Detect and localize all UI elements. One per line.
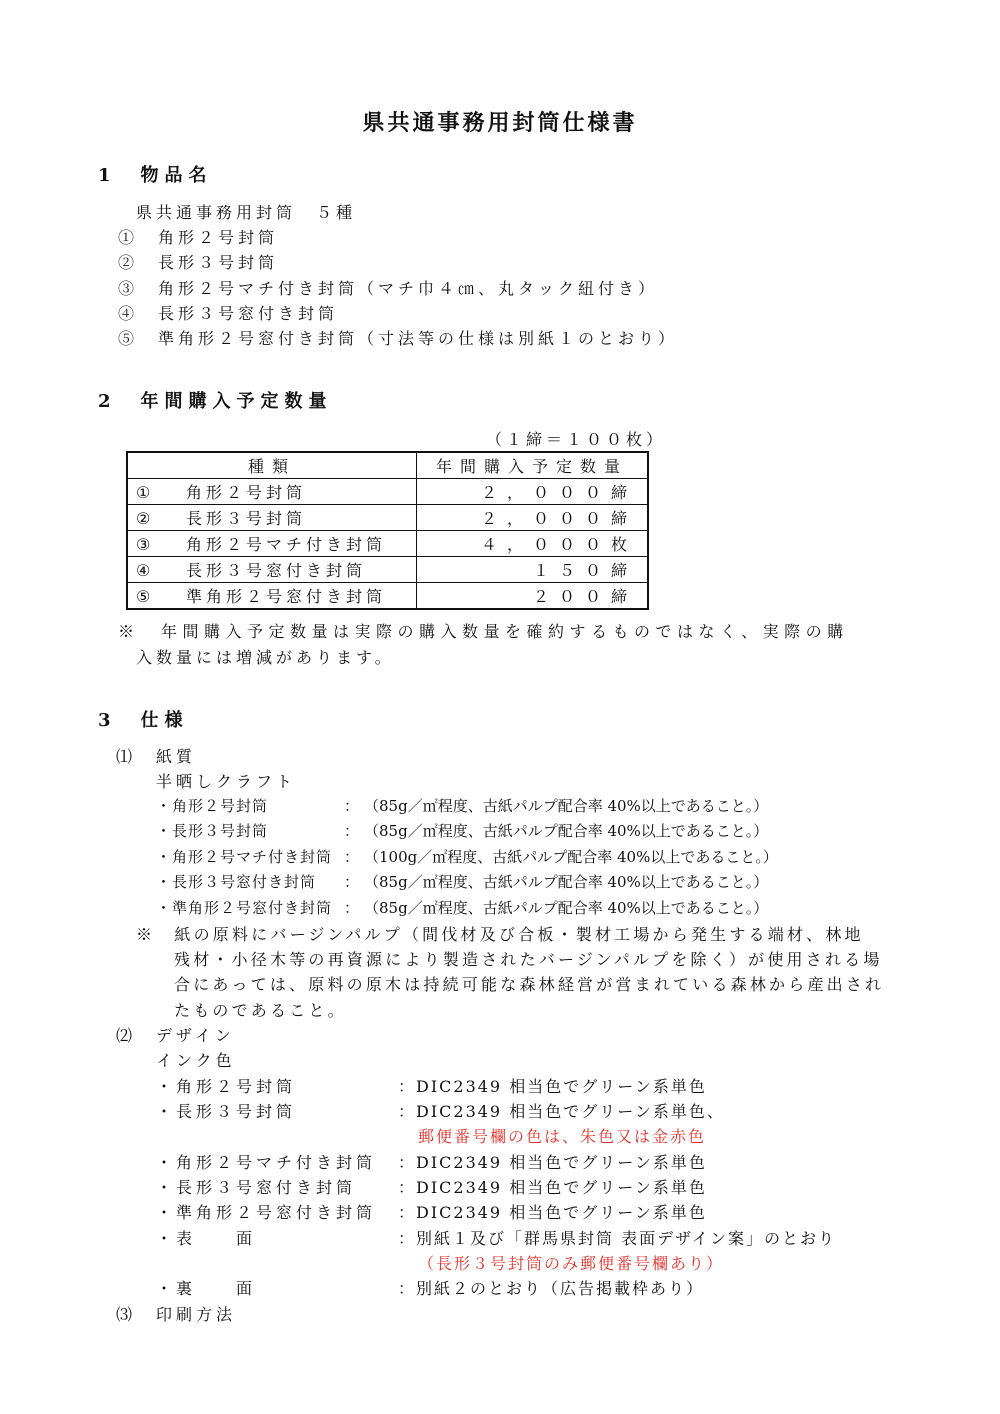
table-row — [127, 557, 648, 583]
design-row-name: ・準角形２号窓付き封筒 — [156, 1203, 377, 1222]
table-row — [127, 583, 648, 610]
design-row-value: ：別紙２のとおり（広告掲載枠あり） — [398, 1279, 705, 1298]
design-row-value: ：DIC2349 相当色でグリーン系単色 — [398, 1203, 707, 1222]
row-quantity: １５０締 — [417, 557, 649, 583]
paper-spec-name: ・角形２号マチ付き封筒 — [156, 848, 333, 866]
table-row — [127, 505, 648, 531]
paper-spec-sep: ： — [344, 797, 361, 815]
row-quantity: ４，０００枚 — [417, 531, 649, 557]
table-row — [127, 531, 648, 557]
paper-spec-sep: ： — [344, 822, 361, 840]
paper-spec-sep: ： — [344, 873, 361, 891]
design-row-name: ・長形３号窓付き封筒 — [156, 1178, 357, 1197]
header-quantity: 年間購入予定数量 — [417, 452, 649, 479]
paper-spec-name: ・長形３号封筒 — [156, 822, 269, 840]
section1-item-1: ① 角形２号封筒 — [118, 228, 279, 247]
row-name: 長形３号封筒 — [186, 509, 307, 528]
row-mark: ⑤ — [136, 587, 155, 606]
row-name: 長形３号窓付き封筒 — [186, 561, 367, 580]
postal-code-color-note: 郵便番号欄の色は、朱色又は金赤色 — [418, 1127, 707, 1146]
paper-spec-value: （85g／㎡程度、古紙パルプ配合率 40%以上であること。） — [364, 873, 769, 891]
unit-note: （１締＝１００枚） — [486, 430, 667, 449]
paper-note-line1: ※ 紙の原料にバージンパルプ（間伐材及び合板・製材工場から発生する端材、林地 — [136, 925, 864, 944]
sub3-label: ⑶ 印刷方法 — [116, 1305, 237, 1324]
paper-spec-name: ・長形３号窓付き封筒 — [156, 873, 317, 891]
document-title: 県共通事務用封筒仕様書 — [362, 110, 638, 136]
sub2-label: ⑵ デザイン — [116, 1026, 235, 1045]
section2-note-line1: ※ 年間購入予定数量は実際の購入数量を確約するものではなく、実際の購 — [118, 622, 849, 641]
paper-spec-value: （85g／㎡程度、古紙パルプ配合率 40%以上であること。） — [364, 899, 769, 917]
design-row-name: ・長形３号封筒 — [156, 1102, 297, 1121]
table-row — [127, 479, 648, 505]
design-row-value: ：DIC2349 相当色でグリーン系単色 — [398, 1153, 707, 1172]
design-row-name: ・角形２号封筒 — [156, 1077, 297, 1096]
design-row-value: ：DIC2349 相当色でグリーン系単色、 — [398, 1102, 725, 1121]
section2-note-line2: 入数量には増減があります。 — [136, 648, 395, 667]
paper-spec-name: ・角形２号封筒 — [156, 797, 269, 815]
section1-item-2: ② 長形３号封筒 — [118, 253, 279, 272]
front-postal-note: （長形３号封筒のみ郵便番号欄あり） — [418, 1254, 725, 1273]
row-mark: ④ — [136, 561, 155, 580]
header-type: 種類 — [127, 452, 417, 479]
section1-item-4: ④ 長形３号窓付き封筒 — [118, 304, 339, 323]
row-mark: ② — [136, 509, 155, 528]
row-quantity: ２，０００締 — [417, 479, 649, 505]
design-row-value: ：別紙１及び「群馬県封筒 表面デザイン案」のとおり — [398, 1229, 836, 1248]
quantity-table — [126, 451, 649, 610]
row-quantity: ２，０００締 — [417, 505, 649, 531]
table-header-row — [127, 452, 648, 479]
section1-item-3: ③ 角形２号マチ付き封筒（マチ巾４㎝、丸タック紐付き） — [118, 279, 659, 298]
paper-note-line3: 合にあっては、原料の原木は持続可能な森林経営が営まれている森林から産出され — [174, 975, 885, 994]
paper-note-line4: たものであること。 — [174, 1001, 347, 1020]
section1-heading: 1 物品名 — [98, 165, 213, 186]
ink-color-label: インク色 — [156, 1051, 236, 1070]
paper-spec-value: （100g／㎡程度、古紙パルプ配合率 40%以上であること。） — [364, 848, 778, 866]
row-name: 角形２号マチ付き封筒 — [186, 535, 387, 554]
row-mark: ① — [136, 483, 155, 502]
sub1-label: ⑴ 紙質 — [116, 747, 197, 766]
row-name: 準角形２号窓付き封筒 — [186, 587, 387, 606]
section2-heading: 2 年間購入予定数量 — [98, 391, 333, 412]
row-quantity: ２００締 — [417, 583, 649, 610]
design-row-value: ：DIC2349 相当色でグリーン系単色 — [398, 1178, 707, 1197]
paper-type: 半晒しクラフト — [156, 772, 297, 791]
section1-intro: 県共通事務用封筒 ５種 — [136, 203, 357, 222]
section1-item-5: ⑤ 準角形２号窓付き封筒（寸法等の仕様は別紙１のとおり） — [118, 329, 679, 348]
design-row-value: ：DIC2349 相当色でグリーン系単色 — [398, 1077, 707, 1096]
paper-spec-value: （85g／㎡程度、古紙パルプ配合率 40%以上であること。） — [364, 822, 769, 840]
design-row-name: ・角形２号マチ付き封筒 — [156, 1153, 377, 1172]
design-row-name: ・表 面 — [156, 1229, 257, 1248]
paper-spec-sep: ： — [344, 848, 361, 866]
paper-note-line2: 残材・小径木等の再資源により製造されたバージンパルプを除く）が使用される場 — [174, 950, 883, 969]
design-row-name: ・裏 面 — [156, 1279, 257, 1298]
row-name: 角形２号封筒 — [186, 483, 307, 502]
paper-spec-sep: ： — [344, 899, 361, 917]
section3-heading: 3 仕様 — [98, 710, 189, 731]
paper-spec-name: ・準角形２号窓付き封筒 — [156, 899, 333, 917]
paper-spec-value: （85g／㎡程度、古紙パルプ配合率 40%以上であること。） — [364, 797, 769, 815]
row-mark: ③ — [136, 535, 155, 554]
